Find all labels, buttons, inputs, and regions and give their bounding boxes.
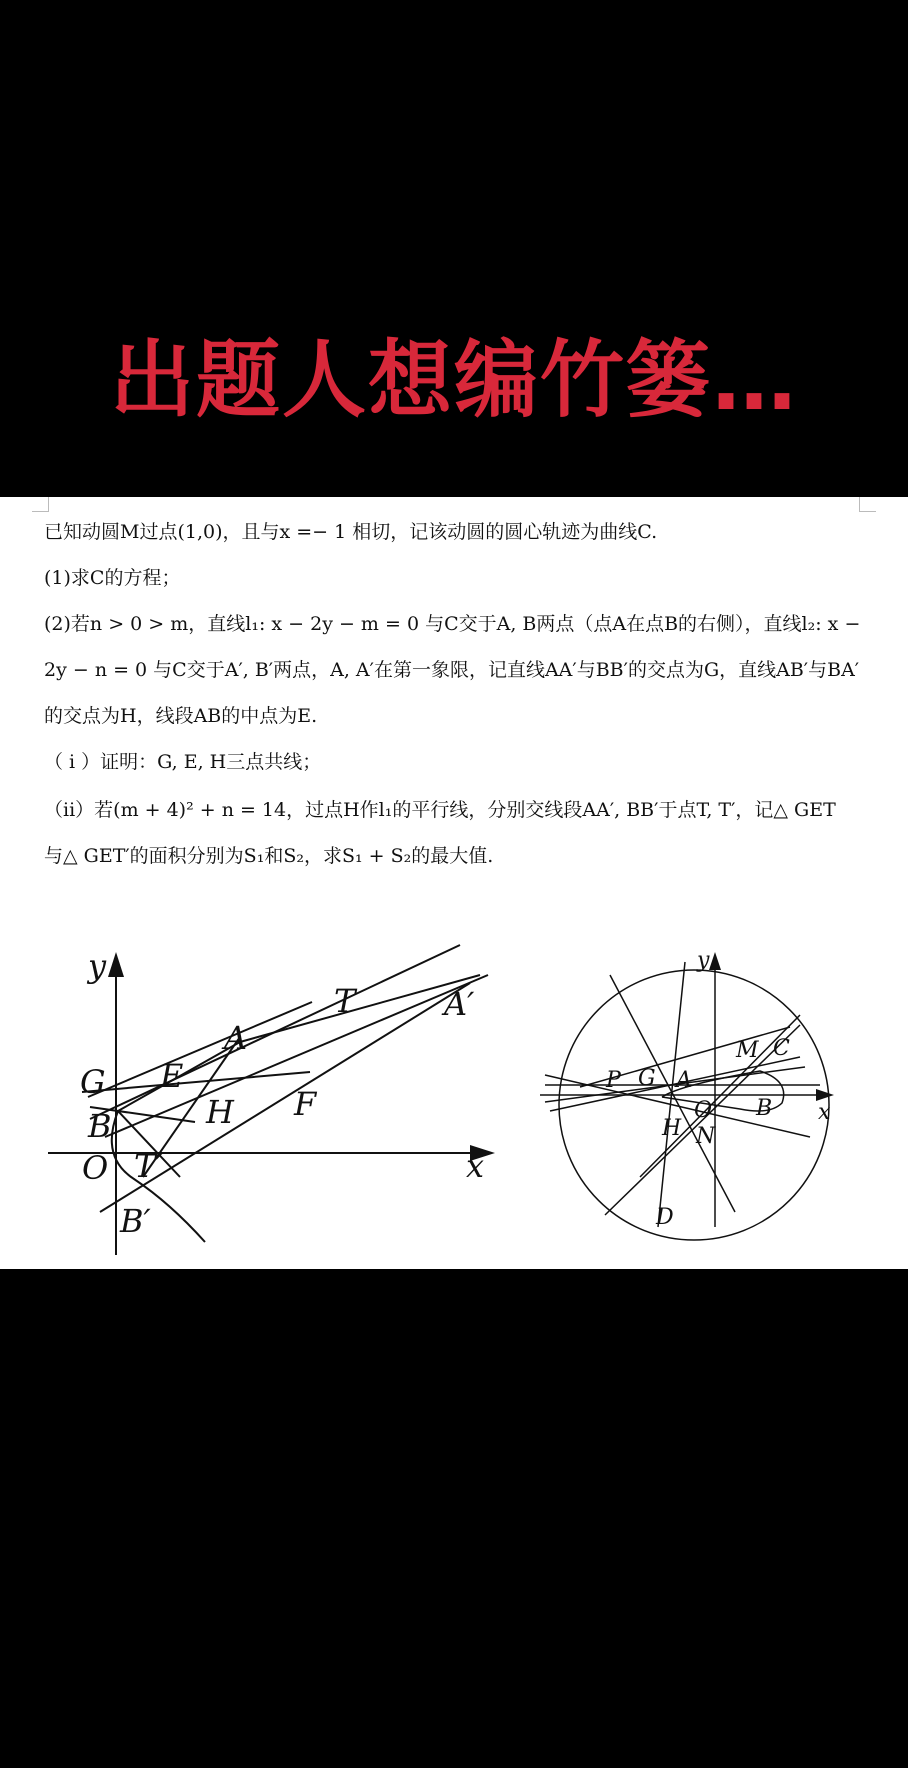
label-E: E [160, 1057, 184, 1095]
label-x-right: x [818, 1100, 831, 1125]
figure-right-labels [605, 948, 831, 1230]
problem-document [0, 497, 908, 1269]
label-T-prime: T′ [134, 1147, 163, 1185]
problem-line-8: 与△ GET′的面积分别为S₁和S₂，求S₁ + S₂的最大值. [44, 845, 494, 867]
label-H-right: H [662, 1116, 682, 1141]
label-B-left: B [88, 1107, 112, 1145]
label-O-right: O [694, 1098, 713, 1123]
label-O-left: O [82, 1149, 109, 1187]
headline: 出题人想编竹篓… [109, 331, 798, 429]
problem-line-4: 2y − n = 0 与C交于A′, B′两点，A, A′在第一象限，记直线AA′与BB′的交点为G，直线AB′与BA′ [44, 659, 860, 681]
label-M: M [736, 1038, 759, 1063]
problem-line-1: 已知动圆M过点(1,0)，且与x =− 1 相切，记该动圆的圆心轨迹为曲线C. [44, 521, 658, 543]
label-G-left: G [80, 1063, 106, 1101]
label-P: P [606, 1068, 621, 1093]
label-H-left: H [206, 1093, 234, 1131]
y-axis-arrow-left [108, 952, 124, 977]
y-axis-arrow-right [709, 952, 721, 970]
label-F: F [294, 1085, 317, 1123]
problem-line-7: （ii）若(m + 4)² + n = 14，过点H作l₁的平行线，分别交线段AA′, BB′于点T, T′，记△ GET [44, 799, 836, 821]
label-x-left: x [466, 1147, 485, 1185]
figures [0, 497, 908, 1269]
label-C: C [773, 1036, 790, 1061]
label-y-right: y [697, 948, 710, 973]
problem-line-6: （ i ）证明：G, E, H三点共线； [44, 751, 322, 773]
label-B-prime: B′ [120, 1202, 151, 1240]
label-B-right: B [756, 1096, 773, 1121]
line-GA [88, 1002, 312, 1097]
problem-line-2: (1)求C的方程； [44, 567, 181, 589]
problem-line-5: 的交点为H，线段AB的中点为E. [44, 705, 318, 727]
figure-right [540, 952, 834, 1240]
label-D: D [656, 1205, 674, 1230]
label-N: N [696, 1124, 716, 1149]
label-T: T [334, 982, 356, 1020]
figure-left [48, 945, 495, 1255]
label-G-right: G [638, 1066, 656, 1091]
label-A-right: A [676, 1068, 692, 1093]
label-y-left: y [88, 947, 107, 985]
problem-line-3: (2)若n > 0 > m，直线l₁: x − 2y − m = 0 与C交于A, B两点（点A在点B的右侧），直线l₂: x − [44, 613, 861, 635]
label-A: A [224, 1019, 248, 1057]
label-A-prime: A′ [444, 985, 475, 1023]
